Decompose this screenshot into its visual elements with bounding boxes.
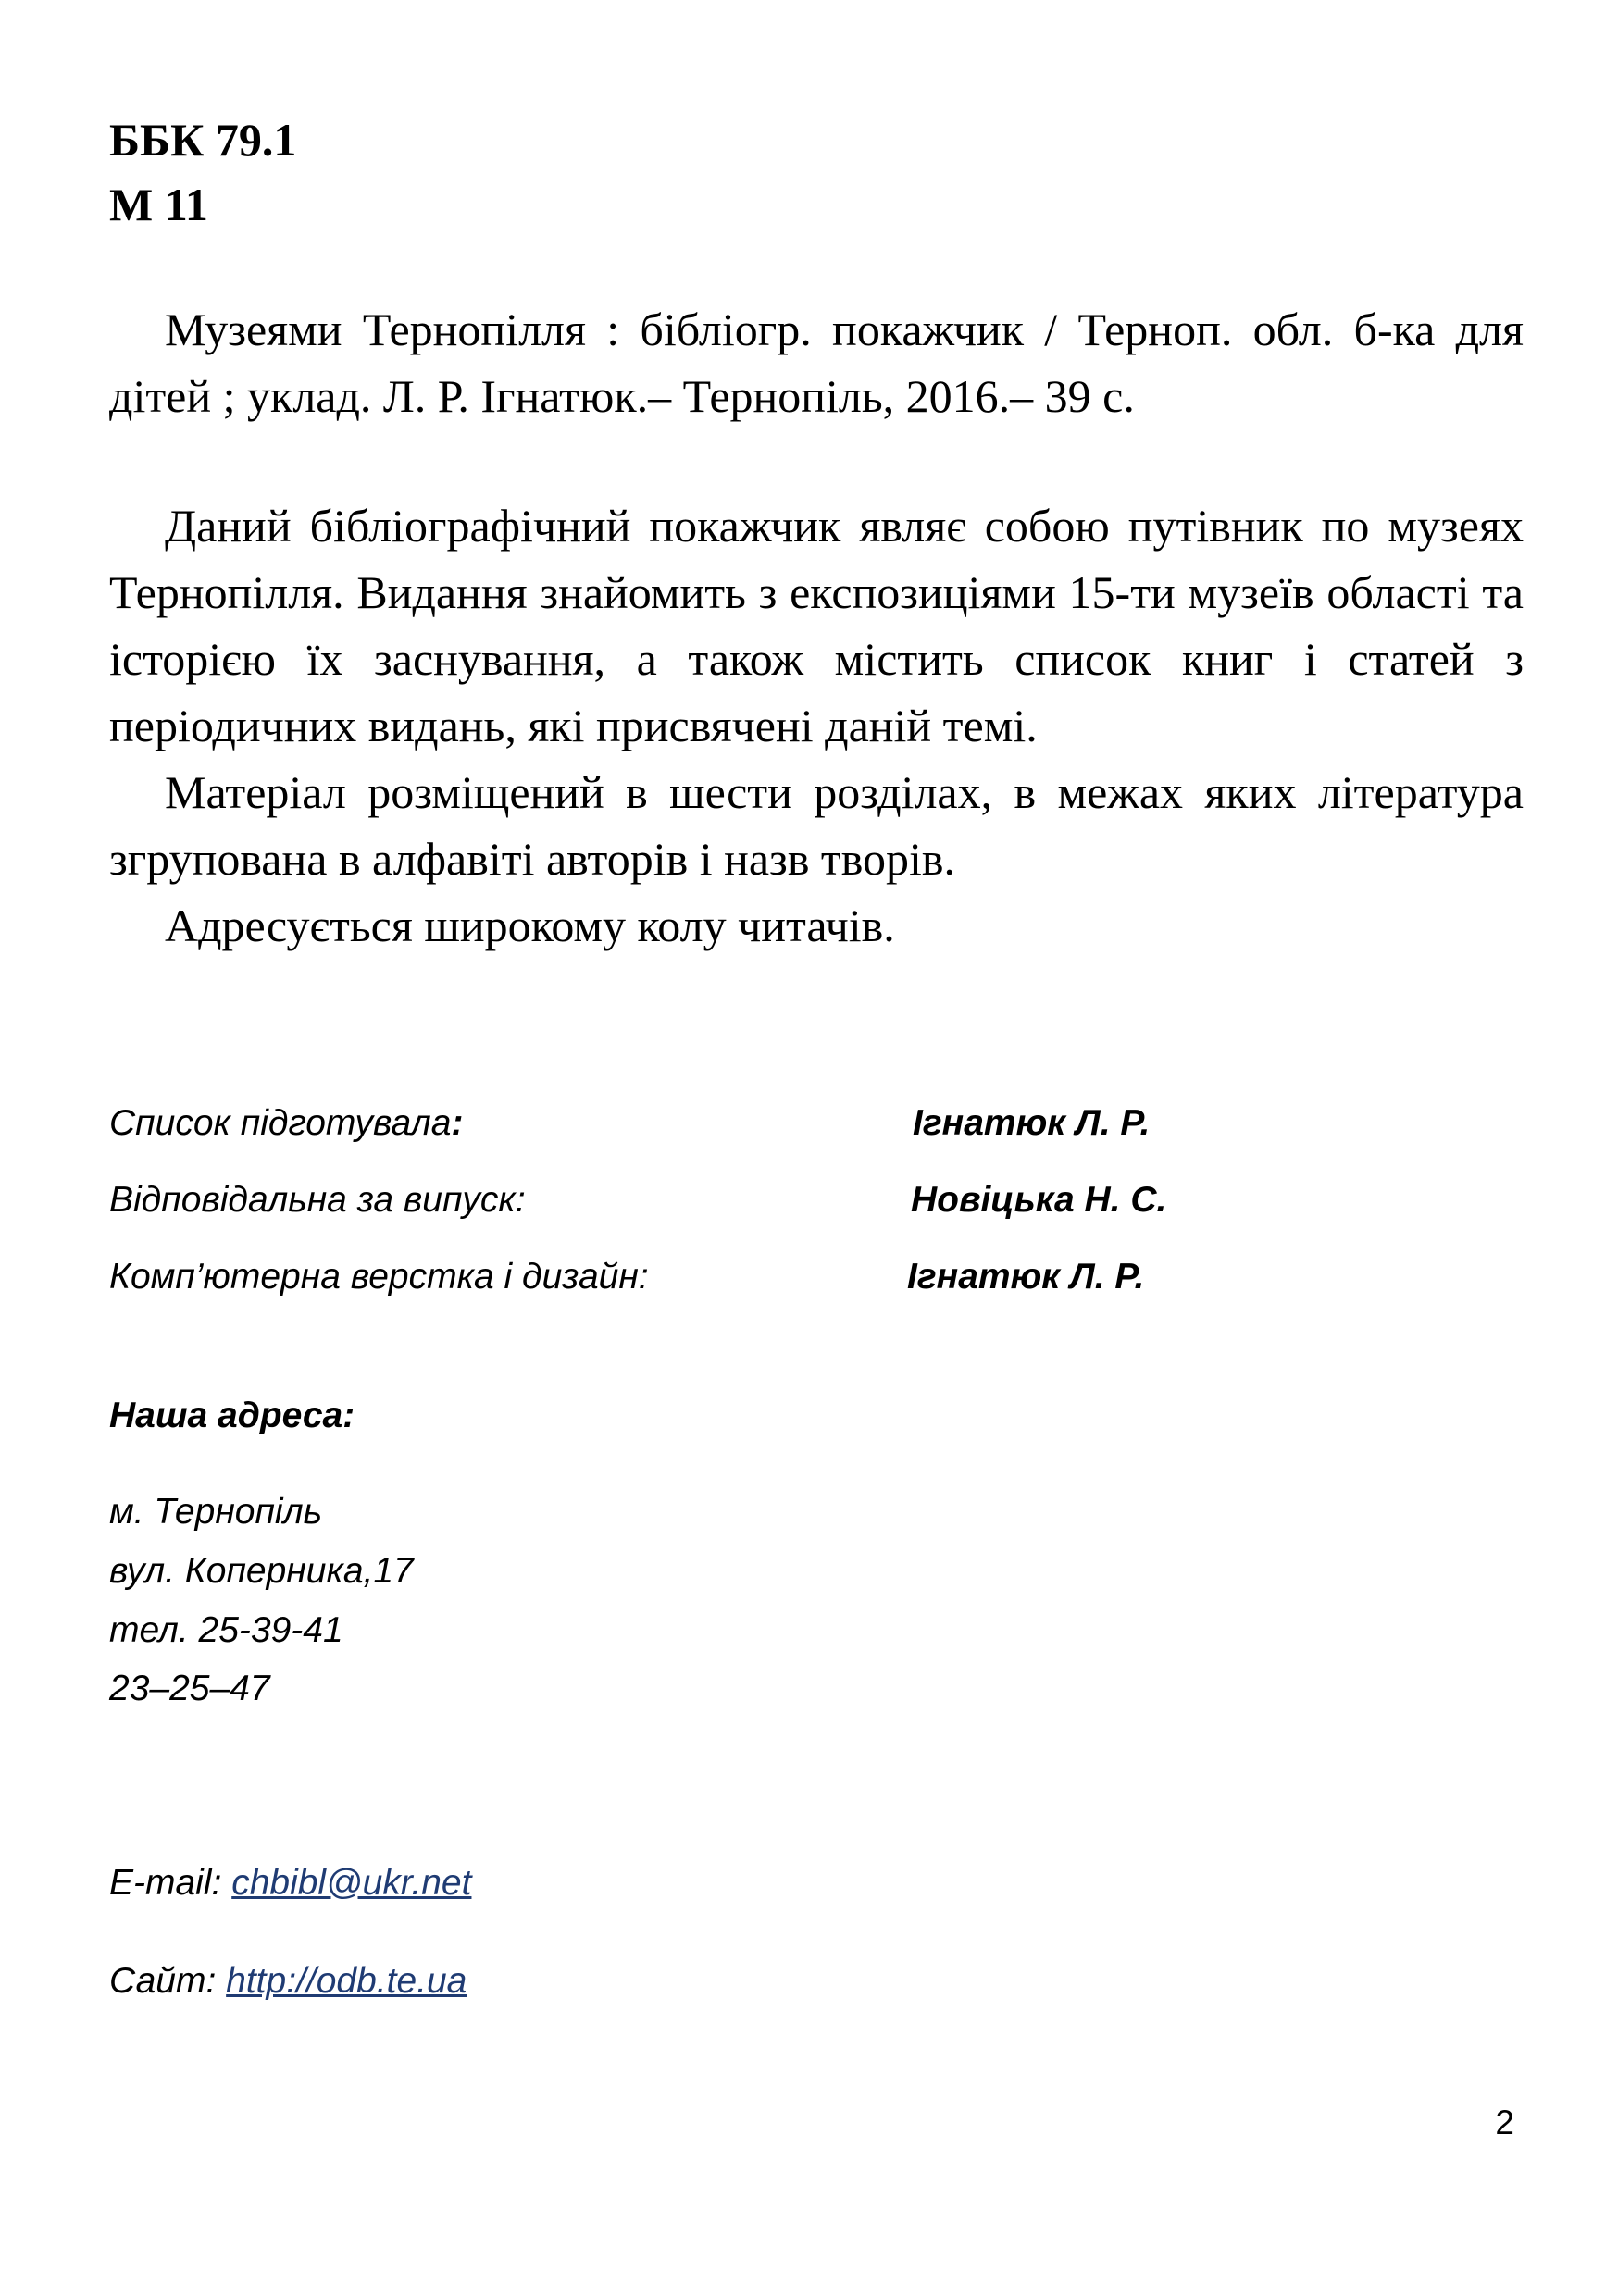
address-line-street: вул. Коперника,17	[109, 1551, 414, 1591]
bibliographic-record: Музеями Тернопілля : бібліогр. покажчик / Терноп. обл. б-ка для дітей ; уклад. Л. Р. Ігнатюк.– Тернопіль, 2016.– 39 с.	[109, 304, 1524, 422]
credit-label: Список підготувала:	[109, 1103, 464, 1143]
website-label: Сайт:	[109, 1961, 227, 2001]
address-line-city: м. Тернопіль	[109, 1492, 323, 1532]
credit-row-responsible	[109, 1174, 1405, 1226]
credit-value: Новіцька Н. С.	[911, 1180, 1167, 1220]
credit-label: Комп’ютерна верстка і дизайн:	[109, 1257, 649, 1297]
website-line	[109, 1955, 467, 2007]
bbk-code: ББК 79.1	[109, 114, 297, 166]
credit-value: Ігнатюк Л. Р.	[907, 1257, 1145, 1297]
annotation-paragraph-2: Матеріал розміщений в шести розділах, в межах яких література згрупована в алфавіті авторів і назв творів.	[109, 766, 1524, 885]
email-link[interactable]: chbibl@ukr.net	[231, 1863, 472, 1903]
email-label: E-mail:	[109, 1863, 232, 1903]
address-heading: Наша адреса:	[109, 1396, 355, 1435]
address-line-phone: тел. 25-39-41	[109, 1610, 343, 1650]
credit-row-layout	[109, 1251, 1405, 1303]
email-line	[109, 1857, 471, 1909]
address-line-phone-2: 23–25–47	[109, 1669, 270, 1708]
credit-label: Відповідальна за випуск:	[109, 1180, 526, 1220]
website-link[interactable]: http://odb.te.ua	[226, 1961, 467, 2001]
credit-row-compiler	[109, 1098, 1405, 1149]
credit-value: Ігнатюк Л. Р.	[913, 1103, 1151, 1143]
annotation-paragraph-3: Адресується широкому колу читачів.	[165, 900, 895, 951]
annotation-paragraph-1: Даний бібліографічний покажчик являє собою путівник по музеях Тернопілля. Видання знайомить з експозиціями 15-ти музеїв області та історією їх заснування, а також містить список книг і статей з періодичних видань, які присвячені даній темі.	[109, 500, 1524, 751]
author-mark: М 11	[109, 179, 208, 230]
page-number: 2	[1495, 2104, 1514, 2141]
